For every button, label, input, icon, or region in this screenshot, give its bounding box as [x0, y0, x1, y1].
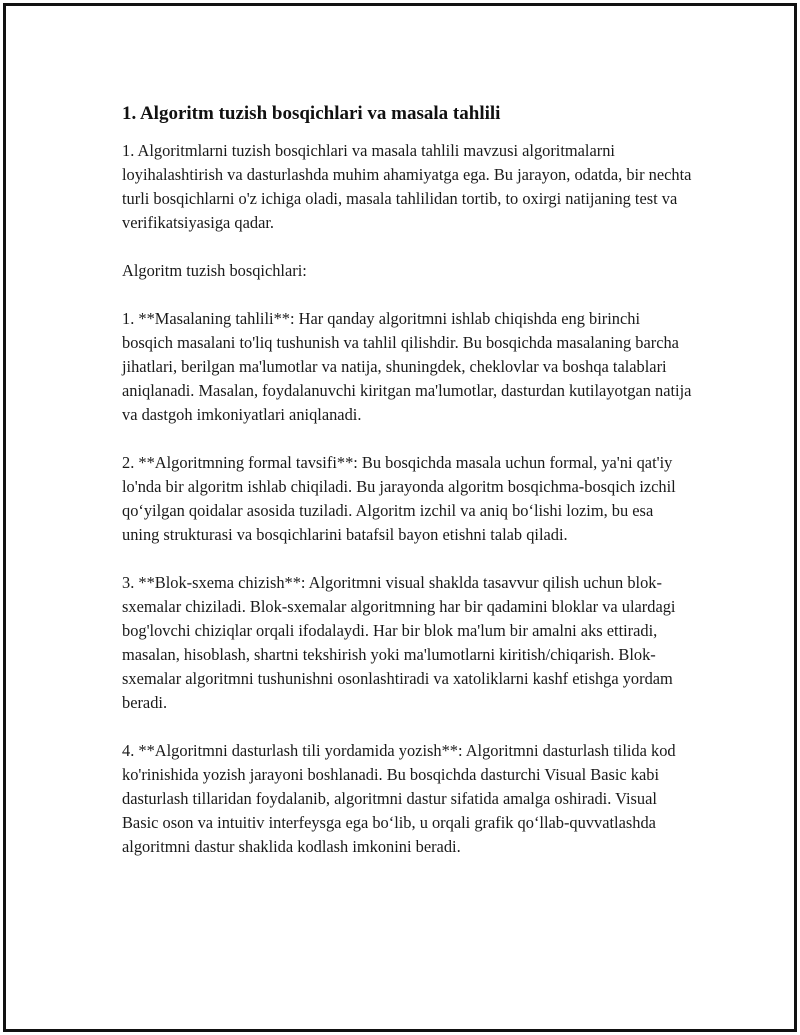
- document-title: 1. Algoritm tuzish bosqichlari va masala tahlili: [122, 103, 501, 124]
- step-2-paragraph: 2. **Algoritmning formal tavsifi**: Bu bosqichda masala uchun formal, ya'ni qat'iy lo'nda bir algoritm ishlab chiqiladi. Bu jarayonda algoritm bosqichma-bosqich izchil qo‘yilgan qoidalar asosida tuziladi. Algoritm izchil va aniq bo‘lishi lozim, bu esa uning strukturasi va bosqichlarini batafsil bayon etishni talab qiladi.: [122, 453, 676, 544]
- step-3-paragraph: 3. **Blok-sxema chizish**: Algoritmni visual shaklda tasavvur qilish uchun blok-sxemalar chiziladi. Blok-sxemalar algoritmning har bir qadamini bloklar va ulardagi bog'lovchi chiziqlar orqali ifodalaydi. Har bir blok ma'lum bir amalni aks ettiradi, masalan, hisoblash, shartni tekshirish yoki ma'lumotlarni kiritish/chiqarish. Blok-sxemalar algoritmni tushunishni osonlashtiradi va xatoliklarni kashf etishga yordam beradi.: [122, 573, 676, 712]
- document-body: [122, 102, 694, 883]
- step-1-paragraph: 1. **Masalaning tahlili**: Har qanday algoritmni ishlab chiqishda eng birinchi bosqich masalani to'liq tushunish va tahlil qilishdir. Bu bosqichda masalaning barcha jihatlari, berilgan ma'lumotlar va natija, shuningdek, cheklovlar va boshqa talablari aniqlanadi. Masalan, foydalanuvchi kiritgan ma'lumotlar, dasturdan kutilayotgan natija va dastgoh imkoniyatlari aniqlanadi.: [122, 309, 692, 424]
- page-frame: [3, 3, 797, 1032]
- step-4-paragraph: 4. **Algoritmni dasturlash tili yordamida yozish**: Algoritmni dasturlash tilida kod ko'rinishida yozish jarayoni boshlanadi. Bu bosqichda dasturchi Visual Basic kabi dasturlash tillaridan foydalanib, algoritmni dastur sifatida amalga oshiradi. Visual Basic oson va intuitiv interfeysga ega bo‘lib, u orqali grafik qo‘llab-quvvatlashda algoritmni dastur shaklida kodlash imkonini beradi.: [122, 741, 676, 856]
- intro-paragraph: 1. Algoritmlarni tuzish bosqichlari va masala tahlili mavzusi algoritmalarni loyihalashtirish va dasturlashda muhim ahamiyatga ega. Bu jarayon, odatda, bir nechta turli bosqichlarni o'z ichiga oladi, masala tahlilidan tortib, to oxirgi natijaning test va verifikatsiyasiga qadar.: [122, 141, 692, 232]
- steps-heading-paragraph: Algoritm tuzish bosqichlari:: [122, 261, 307, 280]
